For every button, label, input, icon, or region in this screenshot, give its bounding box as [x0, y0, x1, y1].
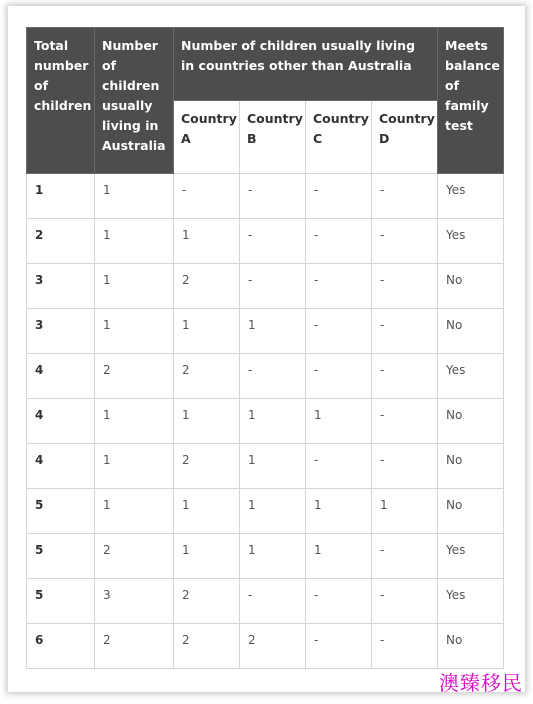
- children-in-australia-cell: 1: [95, 309, 174, 354]
- children-in-australia-cell: 3: [95, 579, 174, 624]
- meets-test-cell: No: [438, 399, 504, 444]
- country-d-cell: -: [372, 624, 438, 669]
- country-b-cell: 1: [240, 489, 306, 534]
- balance-of-family-table: [26, 27, 504, 669]
- country-c-cell: -: [306, 309, 372, 354]
- country-a-cell: 2: [174, 579, 240, 624]
- country-a-cell: 1: [174, 309, 240, 354]
- header-country-d: Country D: [372, 101, 438, 174]
- country-b-cell: -: [240, 354, 306, 399]
- country-d-cell: 1: [372, 489, 438, 534]
- total-children-cell: 2: [27, 219, 95, 264]
- country-a-cell: 1: [174, 219, 240, 264]
- country-c-cell: -: [306, 264, 372, 309]
- children-in-australia-cell: 1: [95, 489, 174, 534]
- country-a-cell: 2: [174, 264, 240, 309]
- country-d-cell: -: [372, 264, 438, 309]
- table-row: [27, 219, 504, 264]
- table-row: [27, 624, 504, 669]
- children-in-australia-cell: 2: [95, 624, 174, 669]
- country-a-cell: 1: [174, 399, 240, 444]
- header-country-c: Country C: [306, 101, 372, 174]
- table-row: [27, 399, 504, 444]
- country-c-cell: -: [306, 444, 372, 489]
- country-b-cell: -: [240, 264, 306, 309]
- children-in-australia-cell: 2: [95, 534, 174, 579]
- country-b-cell: -: [240, 174, 306, 219]
- total-children-cell: 1: [27, 174, 95, 219]
- country-c-cell: 1: [306, 534, 372, 579]
- meets-test-cell: Yes: [438, 579, 504, 624]
- country-d-cell: -: [372, 534, 438, 579]
- country-d-cell: -: [372, 354, 438, 399]
- country-d-cell: -: [372, 444, 438, 489]
- meets-test-cell: Yes: [438, 534, 504, 579]
- total-children-cell: 6: [27, 624, 95, 669]
- table-row: [27, 489, 504, 534]
- country-a-cell: 2: [174, 624, 240, 669]
- country-b-cell: -: [240, 219, 306, 264]
- table-row: [27, 444, 504, 489]
- country-c-cell: 1: [306, 489, 372, 534]
- children-in-australia-cell: 1: [95, 219, 174, 264]
- country-b-cell: 1: [240, 309, 306, 354]
- country-d-cell: -: [372, 579, 438, 624]
- table-row: [27, 264, 504, 309]
- header-total-children: Total number of children: [27, 28, 95, 174]
- country-b-cell: 1: [240, 399, 306, 444]
- country-a-cell: 2: [174, 354, 240, 399]
- country-d-cell: -: [372, 399, 438, 444]
- country-a-cell: 1: [174, 534, 240, 579]
- total-children-cell: 4: [27, 399, 95, 444]
- country-a-cell: 1: [174, 489, 240, 534]
- total-children-cell: 3: [27, 264, 95, 309]
- country-c-cell: -: [306, 219, 372, 264]
- meets-test-cell: No: [438, 624, 504, 669]
- country-b-cell: 1: [240, 444, 306, 489]
- header-children-in-australia: Number of children usually living in Australia: [95, 28, 174, 174]
- children-in-australia-cell: 1: [95, 174, 174, 219]
- watermark-logo: 澳臻移民: [439, 671, 523, 695]
- total-children-cell: 4: [27, 444, 95, 489]
- table-row: [27, 174, 504, 219]
- table-row: [27, 354, 504, 399]
- country-b-cell: 1: [240, 534, 306, 579]
- total-children-cell: 5: [27, 489, 95, 534]
- header-meets-balance-test: Meets balance of family test: [438, 28, 504, 174]
- children-in-australia-cell: 1: [95, 444, 174, 489]
- country-d-cell: -: [372, 219, 438, 264]
- children-in-australia-cell: 1: [95, 264, 174, 309]
- meets-test-cell: Yes: [438, 219, 504, 264]
- table-row: [27, 534, 504, 579]
- total-children-cell: 3: [27, 309, 95, 354]
- country-a-cell: 2: [174, 444, 240, 489]
- country-b-cell: 2: [240, 624, 306, 669]
- total-children-cell: 5: [27, 579, 95, 624]
- meets-test-cell: Yes: [438, 354, 504, 399]
- country-d-cell: -: [372, 309, 438, 354]
- children-in-australia-cell: 1: [95, 399, 174, 444]
- table-row: [27, 579, 504, 624]
- country-c-cell: -: [306, 624, 372, 669]
- header-country-a: Country A: [174, 101, 240, 174]
- country-b-cell: -: [240, 579, 306, 624]
- meets-test-cell: No: [438, 444, 504, 489]
- header-country-b: Country B: [240, 101, 306, 174]
- total-children-cell: 5: [27, 534, 95, 579]
- header-row: [27, 28, 504, 101]
- header-children-other-countries: Number of children usually living in countries other than Australia: [174, 28, 438, 101]
- table-row: [27, 309, 504, 354]
- country-c-cell: -: [306, 174, 372, 219]
- country-c-cell: 1: [306, 399, 372, 444]
- total-children-cell: 4: [27, 354, 95, 399]
- meets-test-cell: No: [438, 489, 504, 534]
- country-c-cell: -: [306, 354, 372, 399]
- country-d-cell: -: [372, 174, 438, 219]
- meets-test-cell: No: [438, 264, 504, 309]
- meets-test-cell: No: [438, 309, 504, 354]
- meets-test-cell: Yes: [438, 174, 504, 219]
- country-a-cell: -: [174, 174, 240, 219]
- children-in-australia-cell: 2: [95, 354, 174, 399]
- country-c-cell: -: [306, 579, 372, 624]
